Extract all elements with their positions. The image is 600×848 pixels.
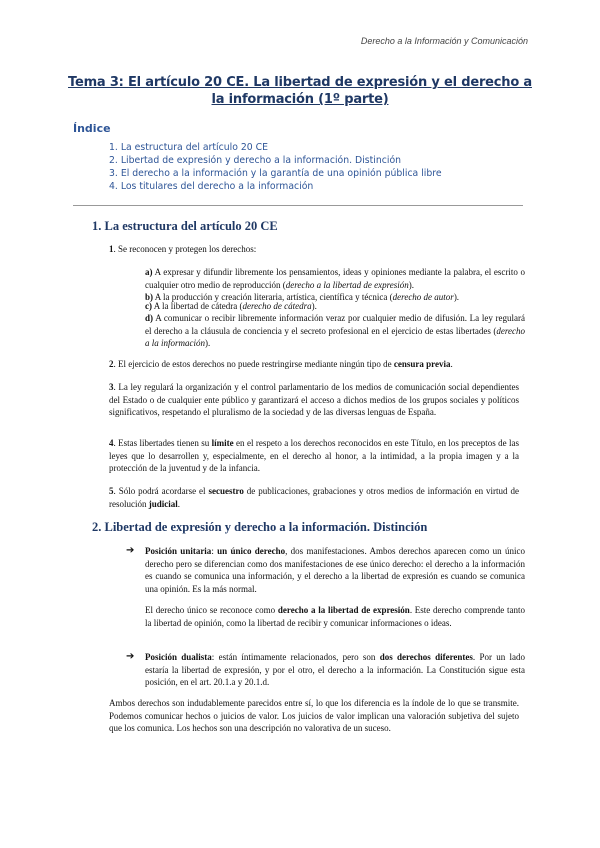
paragraph-4: 4. Estas libertades tienen su límite en el respeto a los derechos reconocidos en este Título, en los preceptos de las leyes que lo desarrollen y, especialmente, en el derecho al honor, a la intimidad, a la propia imagen y a la protección de la juventud y de la infancia. (109, 438, 519, 474)
arrow-bullet-icon: ➔ (126, 651, 135, 662)
item-a: a) A expresar y difundir libremente los pensamientos, ideas y opiniones mediante la palabra, el escrito o cualquier otro medio de reproducción (derecho a la libertad de expresión). (145, 267, 525, 290)
toc-item-1[interactable]: 1. La estructura del artículo 20 CE (109, 142, 268, 153)
item-c: c) A la libertad de cátedra (derecho de cátedra). (145, 301, 317, 311)
toc-item-3[interactable]: 3. El derecho a la información y la garantía de una opinión pública libre (109, 168, 442, 179)
section-1-heading: 1. La estructura del artículo 20 CE (92, 219, 278, 233)
section-divider (73, 205, 523, 206)
running-header: Derecho a la Información y Comunicación (360, 36, 528, 46)
paragraph-2: 2. El ejercicio de estos derechos no puede restringirse mediante ningún tipo de censura previa. (109, 359, 453, 369)
toc-item-2[interactable]: 2. Libertad de expresión y derecho a la información. Distinción (109, 155, 402, 166)
index-heading: Índice (73, 122, 111, 135)
item-b: b) A la producción y creación literaria, artística, científica y técnica (derecho de autor). (145, 292, 460, 302)
toc-item-4[interactable]: 4. Los titulares del derecho a la información (109, 181, 314, 192)
item-d: d) A comunicar o recibir libremente información veraz por cualquier medio de difusión. La ley regulará el derecho a la cláusula de conciencia y el secreto profesional en el ejercicio de estas libertades (derecho a la información). (145, 313, 525, 349)
paragraph-1: 1. Se reconocen y protegen los derechos: (109, 244, 257, 254)
page-title: Tema 3: El artículo 20 CE. La libertad de expresión y el derecho a la información (1º parte) (68, 75, 532, 107)
dualist-position: Posición dualista: están íntimamente relacionados, pero son dos derechos diferentes. Por un lado estaría la libertad de expresión, y por el otro, el derecho a la información. La Constitución sigue esta posición, en el art. 20.1.a y 20.1.d. (145, 652, 526, 688)
table-of-contents (109, 141, 442, 193)
section-2-heading: 2. Libertad de expresión y derecho a la información. Distinción (92, 520, 428, 534)
closing-paragraph: Ambos derechos son indudablemente parecidos entre sí, lo que los diferencia es la índole de lo que se transmite. Podemos comunicar hechos o juicios de valor. Los juicios de valor implican una valoración subjetiva del sujeto que los comunica. Los hechos son una descripción no valorativa de un suceso. (109, 698, 519, 734)
unitary-position: Posición unitaria: un único derecho, dos manifestaciones. Ambos derechos aparecen como un único derecho pero se diferencian como dos manifestaciones de ese único derecho: el derecho a la información es cuando se comunica una información, y el derecho a la libertad de expresión es cuando se comunica una opinión. Es la más normal. (145, 546, 525, 594)
paragraph-3: 3. La ley regulará la organización y el control parlamentario de los medios de comunicación social dependientes del Estado o de cualquier ente público y garantizará el acceso a dichos medios de los grupos sociales y políticos significativos, respetando el pluralismo de la sociedad y de las diversas lenguas de España. (109, 382, 519, 418)
arrow-bullet-icon: ➔ (126, 545, 135, 556)
unitary-position-detail: El derecho único se reconoce como derecho a la libertad de expresión. Este derecho comprende tanto la libertad de opinión, como la libertad de recibir y comunicar informaciones o ideas. (145, 605, 525, 628)
paragraph-5: 5. Sólo podrá acordarse el secuestro de publicaciones, grabaciones y otros medios de información en virtud de resolución judicial. (109, 486, 520, 509)
